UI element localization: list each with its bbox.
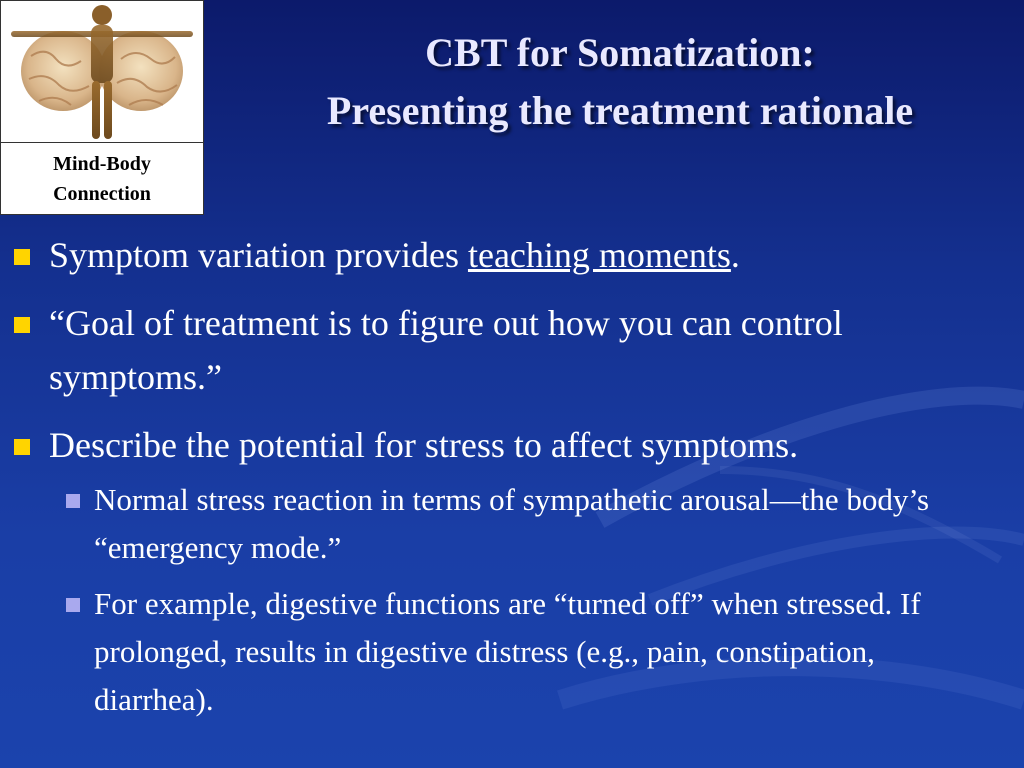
mind-body-logo bbox=[0, 0, 204, 215]
logo-divider bbox=[1, 142, 203, 143]
square-sub-bullet-icon bbox=[66, 494, 80, 508]
logo-caption-line2: Connection bbox=[53, 183, 151, 205]
sub-bullet-item bbox=[0, 580, 1024, 724]
square-bullet-icon bbox=[14, 249, 30, 265]
sub-bullet-item bbox=[0, 476, 1024, 572]
square-bullet-icon bbox=[14, 439, 30, 455]
bullet-text: Symptom variation provides bbox=[49, 235, 468, 275]
slide-title-line2: Presenting the treatment rationale bbox=[326, 88, 914, 133]
bullet-text: Describe the potential for stress to affect symptoms. bbox=[49, 425, 799, 465]
teaching-moments-link: teaching moments bbox=[467, 235, 731, 275]
bullet-text-end: . bbox=[730, 235, 740, 275]
logo-caption-line1: Mind-Body bbox=[53, 153, 151, 175]
sub-bullet-text: For example, digestive functions are “turned off” when stressed. If prolonged, results in digestive distress (e.g., pain, constipation, diarrhea). bbox=[94, 586, 921, 717]
slide-title bbox=[220, 24, 1020, 140]
bullet-item bbox=[0, 296, 1024, 404]
logo-caption bbox=[1, 149, 203, 209]
brain-body-illustration bbox=[1, 1, 203, 142]
square-bullet-icon bbox=[14, 317, 30, 333]
slide-title-line1: CBT for Somatization: bbox=[425, 30, 815, 75]
slide-content bbox=[0, 228, 1024, 732]
sub-bullet-text: Normal stress reaction in terms of sympathetic arousal—the body’s “emergency mode.” bbox=[94, 482, 930, 565]
bullet-item bbox=[0, 228, 1024, 282]
bullet-text: “Goal of treatment is to figure out how you can control symptoms.” bbox=[49, 303, 843, 397]
bullet-item bbox=[0, 418, 1024, 472]
square-sub-bullet-icon bbox=[66, 598, 80, 612]
